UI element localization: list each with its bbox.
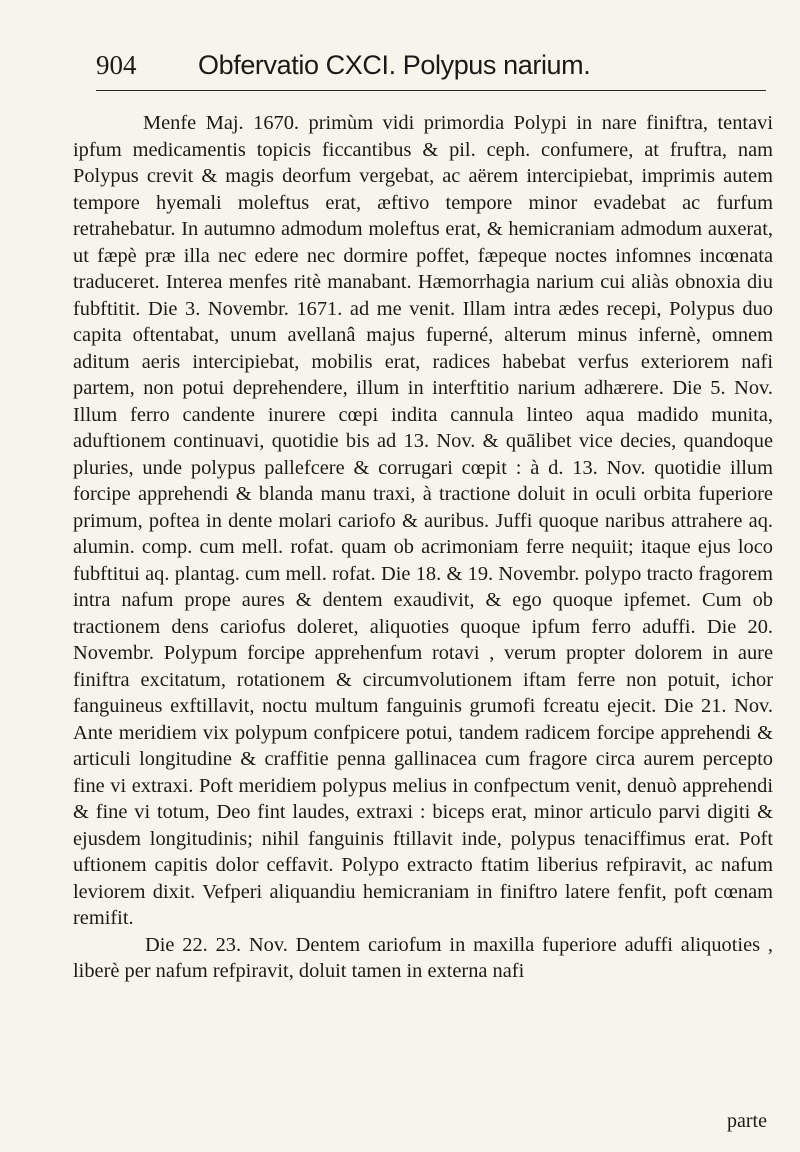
page-header <box>96 50 766 94</box>
paragraph-2: Die 22. 23. Nov. Dentem cariofum in maxilla fuperiore aduffi aliquoties , liberè per nafum refpiravit, doluit tamen in externa nafi <box>73 933 773 982</box>
page-number: 904 <box>96 50 137 80</box>
header-rule <box>96 90 766 91</box>
paragraph-1: Menfe Maj. 1670. primùm vidi primordia Polypi in nare finiftra, tentavi ipfum medicamentis topicis ficcantibus & pil. ceph. confumere, at fruftra, nam Polypus crevit & magis deorfum vergebat, ac aërem intercipiebat, imprimis autem tempore hyemali moleftus erat, æftivo tempore minor evadebat ac furfum retrahebatur. In autumno admodum moleftus erat, & hemicraniam admodum auxerat, ut fæpè præ illa nec edere nec dormire poffet, fæpeque noctes infomnes incœnata traduceret. Interea menfes ritè manabant. Hæmorrhagia narium cui aliàs obnoxia diu fubftitit. Die 3. Novembr. 1671. ad me venit. Illam intra ædes recepi, Polypus duo capita oftentabat, unum avellanâ majus fuperné, alterum minus infernè, omnem aditum aeris intercipiebat, mobilis erat, radices habebat verfus exteriorem nafi partem, non potui deprehendere, illum in interftitio narium adhærere. Die 5. Nov. Illum ferro candente inurere cœpi indita cannula linteo aqua madido munita, aduftionem continuavi, quotidie bis ad 13. Nov. & quālibet vice decies, quandoque pluries, unde polypus pallefcere & corrugari cœpit : à d. 13. Nov. quotidie illum forcipe apprehendi & blanda manu traxi, à tractione doluit in oculi orbita fuperiore primum, poftea in dente molari cariofo & auribus. Juffi quoque naribus attrahere aq. alumin. comp. cum mell. rofat. quam ob acrimoniam ferre nequiit; itaque ejus loco fubftitui aq. plantag. cum mell. rofat. Die 18. & 19. Novembr. polypo tracto fragorem intra nafum prope aures & dentem exaudivit, & ego quoque ipfemet. Cum ob tractionem dens cariofus doleret, aliquoties quoque ipfum ferro aduffi. Die 20. Novembr. Polypum forcipe apprehenfum rotavi , verum propter dolorem in aure finiftra excitatum, rotationem & circumvolutionem iftam ferre non potuit, ichor fanguineus exftillavit, noctu multum fanguinis grumofi fcreatu ejecit. Die 21. Nov. Ante meridiem vix polypum confpicere potui, tandem radicem forcipe apprehendi & articuli longitudine & craffitie penna gallinacea cum fragore circa aurem percepto fine vi extraxi. Poft meridiem polypus melius in confpectum venit, denuò apprehendi & fine vi totum, Deo fint laudes, extraxi : biceps erat, minor articulo parvi digiti & ejusdem longitudinis; nihil fanguinis ftillavit inde, polypus tenaciffimus erat. Poft uftionem capitis dolor ceffavit. Polypo extracto ftatim liberius refpiravit, ac nafum leviorem dixit. Vefperi aliquandiu hemicraniam in finiftro latere fenfit, poft cœnam remifit. <box>73 112 773 929</box>
catchword: parte <box>727 1110 767 1132</box>
body-text <box>73 110 773 985</box>
running-title: Obfervatio CXCI. Polypus narium. <box>198 50 591 80</box>
